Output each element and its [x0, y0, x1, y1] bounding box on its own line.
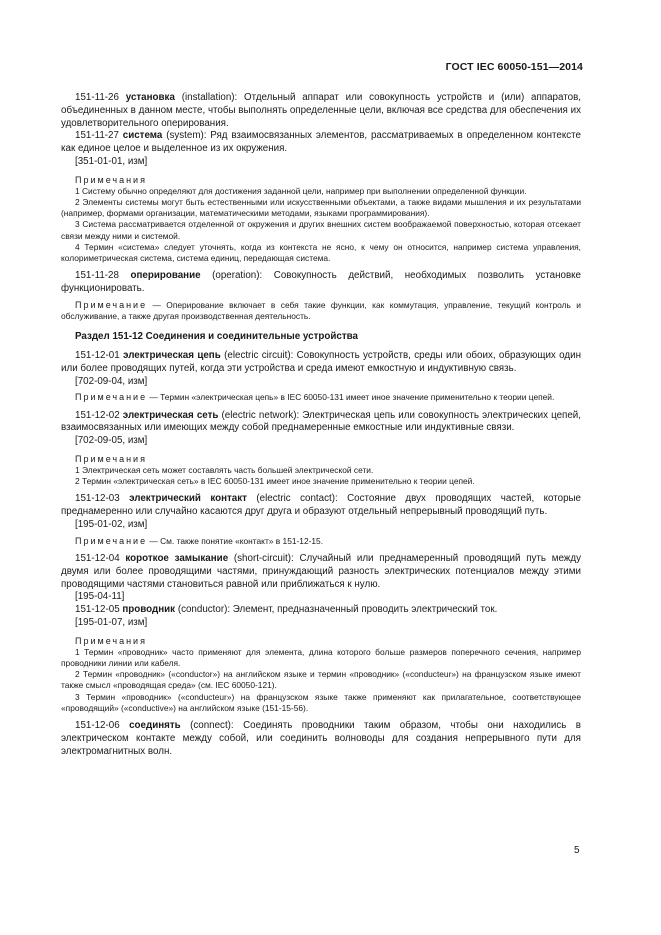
entry-151-11-26: 151-11-26 установка (installation): Отдельный аппарат или совокупность устройств и (или) аппаратов, объединенных в данном месте, чтобы выполнять определенные цели, включая все средства для обеспечения их удовлетворительного оперирования.: [61, 92, 581, 129]
entry-151-12-05: 151-12-05 проводник (conductor): Элемент, предназначенный проводить электрический ток.: [75, 604, 498, 616]
term: электрический контакт: [129, 493, 247, 505]
note: 3 Термин «проводник» («conducteur») на французском языке также применяют как прилагательное, соответствующее «проводящий» («conductive») на английском языке (151-15-56).: [61, 691, 581, 713]
term: соединять: [129, 719, 181, 731]
source-reference: [351-01-01, изм]: [75, 155, 148, 167]
source-reference: [702-09-05, изм]: [75, 435, 148, 447]
entry-151-11-27: 151-11-27 система (system): Ряд взаимосвязанных элементов, рассматриваемых в определенном контексте как единое целое и выделенное из их окружения.: [61, 130, 581, 155]
term: система: [122, 130, 163, 142]
note: Примечание — См. также понятие «контакт» в 151-12-15.: [75, 535, 324, 546]
term: электрическая сеть: [122, 409, 219, 421]
entry-151-12-01: 151-12-01 электрическая цепь (electric circuit): Совокупность устройств, среды или обоих, образующих один или более проводящих путей, когда эти устройства и среда имеют емкостную и индуктивную связь.: [61, 350, 582, 374]
document-code: ГОСТ IEC 60050-151—2014: [445, 61, 583, 73]
source-reference: [702-09-04, изм]: [75, 375, 148, 387]
entry-151-12-02: 151-12-02 электрическая сеть (electric network): Электрическая цепь или совокупность электрических цепей, взаимосвязанных или имеющих между собой преднамеренные емкостные или индуктивные связи.: [61, 409, 581, 434]
section-heading: Раздел 151-12 Соединения и соединительные устройства: [75, 331, 358, 343]
note: 2 Термин «проводник» («conductor») на английском языке и термин «проводник» («conducteur») на французском языке имеют также смысл «проводящая среда» (см. IEC 60050-121).: [61, 669, 581, 691]
notes-heading: Примечания: [75, 635, 147, 646]
note: Примечание — Оперирование включает в себя такие функции, как коммутация, управление, текущий контроль и обслуживание, а также другая производственная деятельность.: [61, 299, 581, 321]
note: 2 Элементы системы могут быть естественными или искусственными объектами, а также видами мышления и их результатами (например, формами организации, математическими методами, языками программирования).: [61, 196, 581, 219]
term: электрическая цепь: [123, 350, 221, 361]
notes-heading: Примечания: [75, 174, 147, 185]
source-reference: [195-01-02, изм]: [75, 518, 148, 530]
note: 2 Термин «электрическая сеть» в IEC 60050-131 имеет иное значение применительно к теории цепей.: [75, 476, 475, 487]
term: оперирование: [130, 270, 201, 282]
entry-151-11-28: 151-11-28 оперирование (operation): Совокупность действий, необходимых позволить установке функционировать.: [61, 270, 582, 294]
term: проводник: [122, 604, 176, 616]
term: короткое замыкание: [125, 552, 229, 564]
entry-151-12-03: 151-12-03 электрический контакт (electric contact): Состояние двух проводящих частей, которые преднамеренно или случайно касаются друг друга и образуют отдельный непрерывный проводящий путь.: [61, 493, 582, 518]
term: установка: [125, 92, 175, 103]
source-reference: [195-01-07, изм]: [75, 616, 148, 628]
page-number: 5: [574, 845, 580, 856]
note: 3 Система рассматривается отделенной от окружения и других внешних систем воображаемой поверхностью, которая отсекает связи между ними и системой.: [61, 219, 581, 241]
entry-151-12-06: 151-12-06 соединять (connect): Соединять проводники таким образом, чтобы они находились в электрическом контакте между собой, или соединить волноводы для создания непрерывного пути для электромагнитных волн.: [61, 719, 582, 757]
note: 1 Электрическая сеть может составлять часть большей электрической сети.: [75, 464, 374, 475]
entry-151-12-04: 151-12-04 короткое замыкание (short-circuit): Случайный или преднамеренный проводящий путь между двумя или более проводящими частями, принуждающий разность электрических потенциалов между этими проводящими частями становиться равной или приближаться к нулю.: [61, 552, 581, 590]
source-reference: [195-04-11]: [75, 591, 125, 603]
note: 1 Систему обычно определяют для достижения заданной цели, например при выполнении определенной функции.: [75, 185, 527, 196]
note: 4 Термин «система» следует уточнять, когда из контекста не ясно, к чему он относится, например система управления, колориметрическая система, система единиц, передающая система.: [61, 241, 581, 263]
note: 1 Термин «проводник» часто применяют для элемента, длина которого больше размеров поперечного сечения, например проводники линии или кабеля.: [61, 646, 581, 668]
note: Примечание — Термин «электрическая цепь» в IEC 60050-131 имеет иное значение применительно к теории цепей.: [75, 392, 555, 403]
notes-heading: Примечания: [75, 453, 147, 464]
page-content: [61, 92, 581, 758]
